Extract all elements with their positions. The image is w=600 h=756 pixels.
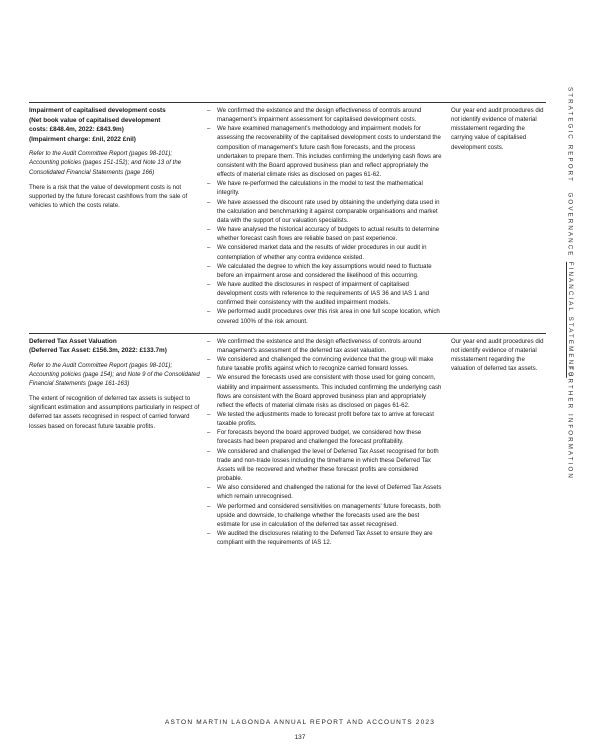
section-side-nav bbox=[556, 0, 584, 756]
conclusion-column bbox=[451, 106, 546, 326]
key-audit-matters-table bbox=[29, 102, 546, 547]
reference-note: Refer to the Audit Committee Report (pages 98-101); Accounting policies (page 154); and Note 9 of the Consolidated Financial Statements (page 161-163) bbox=[29, 361, 200, 388]
response-item: – We tested the adjustments made to forecast profit before tax to arrive at forecast taxable profits. bbox=[207, 410, 443, 428]
risk-description: There is a risk that the value of development costs is not supported by the future forecast cashflows from the sale of vehicles to which the costs relate. bbox=[29, 183, 188, 209]
response-list bbox=[207, 106, 443, 326]
side-nav-financial-statements[interactable]: FINANCIAL STATEMENTS bbox=[567, 261, 574, 379]
conclusion-text: Our year end audit procedures did not identify evidence of material misstatement regarding the carrying value of capitalised development costs. bbox=[451, 107, 544, 151]
response-list bbox=[207, 337, 443, 548]
response-item: – We have examined management's methodology and impairment models for assessing the recoverability of the capitalised development costs to understand the composition of management's future cash flow forecasts, and the process undertaken to prepare them. This includes confirming the underlying cash flows are consistent with the Board approved business plan and reflect appropriately the effects of material climate risks as disclosed on pages 61-62. bbox=[207, 124, 443, 179]
response-item: – We also considered and challenged the rational for the level of Deferred Tax Assets which remain unrecognised. bbox=[207, 483, 443, 501]
risk-column bbox=[29, 106, 207, 326]
risk-heading bbox=[29, 337, 201, 356]
response-item: – We audited the disclosures relating to the Deferred Tax Asset to ensure they are compliant with the requirements of IAS 12. bbox=[207, 529, 443, 547]
response-item: – We confirmed the existence and the design effectiveness of controls around management's impairment assessment for capitalised development costs. bbox=[207, 106, 443, 124]
response-item: – We have re-performed the calculations in the model to test the mathematical integrity. bbox=[207, 179, 443, 197]
heading-line: costs: £848.4m, 2022: £843.9m) bbox=[29, 126, 124, 134]
response-item: – We considered and challenged the convincing evidence that the group will make future taxable profits against which to recognize carried forward losses. bbox=[207, 355, 443, 373]
response-item: – We confirmed the existence and the design effectiveness of controls around management's assessment of the deferred tax asset valuation. bbox=[207, 337, 443, 355]
response-item: – We performed and considered sensitivities on managements' future forecasts, both upside and downside, to challenge whether the forecasts used are the best estimate for use in calculation of the deferred tax asset recognised. bbox=[207, 502, 443, 529]
response-item: – We have assessed the discount rate used by obtaining the underlying data used in the calculation and benchmarking it against comparable organisations and market data with the support of our valuation specialists. bbox=[207, 198, 443, 225]
response-column bbox=[207, 337, 451, 548]
heading-line: (Net book value of capitalised development bbox=[29, 116, 161, 124]
footer-report-title: ASTON MARTIN LAGONDA ANNUAL REPORT AND ACCOUNTS 2023 bbox=[164, 719, 436, 726]
reference-note: Refer to the Audit Committee Report (pages 98-101); Accounting policies (pages 151-152); and Note 13 of the Consolidated Financial Statements (page 166) bbox=[29, 150, 182, 176]
conclusion-column bbox=[451, 337, 546, 548]
response-item: – We have analysed the historical accuracy of budgets to actual results to determine whether forecast cash flows are reliable based on past experience. bbox=[207, 225, 443, 243]
side-nav-strategic-report[interactable]: STRATEGIC REPORT bbox=[566, 87, 574, 183]
response-item: – We considered market data and the results of wider procedures in our audit in contemplation of whether any contra evidence existed. bbox=[207, 243, 443, 261]
table-row bbox=[29, 333, 546, 548]
response-item: – We performed audit procedures over this risk area in one full scope location, which covered 100% of the risk amount. bbox=[207, 307, 443, 325]
response-item: – We have audited the disclosures in respect of impairment of capitalised development costs with reference to the requirements of IAS 36 and IAS 1 and confirmed their consistency with the audited impairment models. bbox=[207, 280, 443, 307]
risk-heading bbox=[29, 106, 201, 144]
response-item: – We considered and challenged the level of Deferred Tax Asset recognised for both trade and non-trade losses including the timeframe in which these Deferred Tax Assets will be recovered and whether these forecast profits are considered probable. bbox=[207, 447, 443, 484]
heading-line: Deferred Tax Asset Valuation bbox=[29, 337, 117, 345]
side-nav-further-information[interactable]: FURTHER INFORMATION bbox=[566, 366, 574, 480]
heading-line: (Impairment charge: £nil, 2022 £nil) bbox=[29, 135, 136, 143]
table-row bbox=[29, 102, 546, 326]
conclusion-text: Our year end audit procedures did not identify evidence of material misstatement regarding the valuation of deferred tax assets. bbox=[451, 337, 544, 373]
response-item: – We ensured the forecasts used are consistent with those used for going concern, viability and impairment assessments. This included confirming the underlying cash flows are consistent with the Board approved business plan and appropriately reflect the effects of material climate risks as disclosed on pages 61-62. bbox=[207, 373, 443, 410]
page-number: 137 bbox=[294, 734, 306, 741]
response-column bbox=[207, 106, 451, 326]
risk-column bbox=[29, 337, 207, 548]
response-item: – We calculated the degree to which the key assumptions would need to fluctuate before an impairment arose and considered the likelihood of this occurring. bbox=[207, 262, 443, 280]
heading-line: Impairment of capitalised development costs bbox=[29, 107, 166, 114]
side-nav-governance[interactable]: GOVERNANCE bbox=[566, 192, 574, 258]
response-item: – For forecasts beyond the board approved budget, we considered how these forecasts had been prepared and challenged the forecast profitability. bbox=[207, 428, 443, 446]
heading-line: (Deferred Tax Asset: £156.3m, 2022: £133.7m) bbox=[29, 347, 167, 355]
risk-description: The extent of recognition of deferred tax assets is subject to significant estimation and assumptions particularly in respect of deferred tax assets recognised in respect of carried forward losses based on forecast future taxable profits. bbox=[29, 395, 200, 430]
